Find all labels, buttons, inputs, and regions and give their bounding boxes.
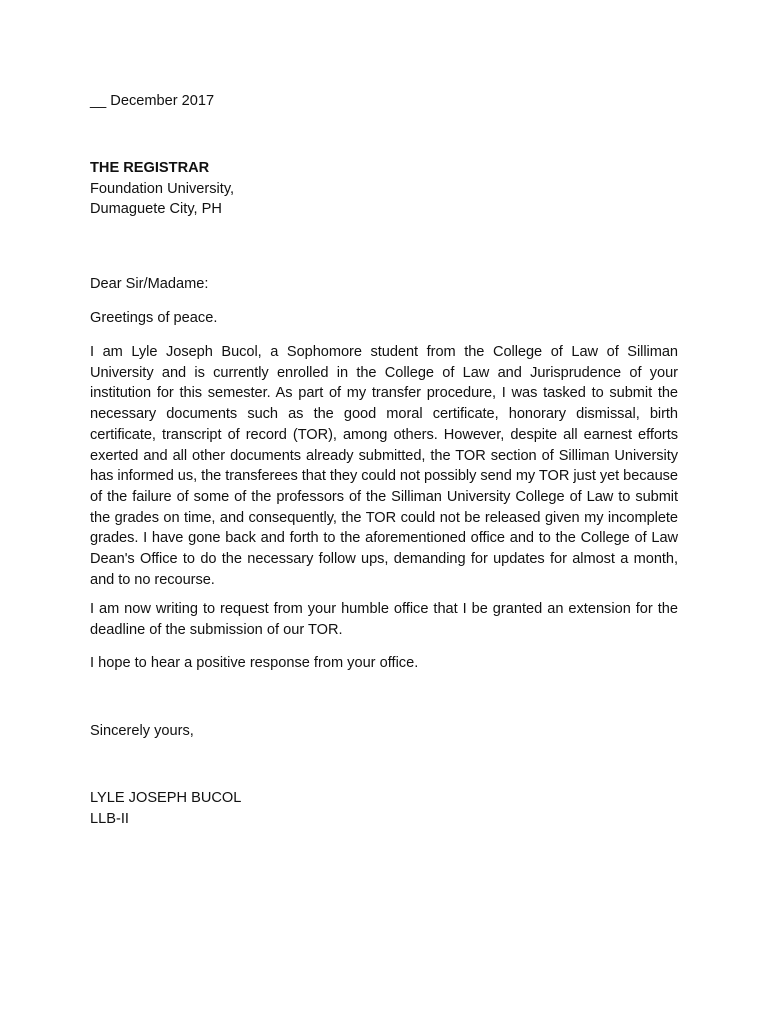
greeting: Greetings of peace. (90, 310, 218, 326)
signature-name: LYLE JOSEPH BUCOL (90, 790, 242, 806)
body-paragraph: I am now writing to request from your humble office that I be granted an extension for the deadline of the submission of our TOR. (90, 601, 678, 638)
signature-designation: LLB-II (90, 810, 129, 827)
recipient-title: THE REGISTRAR (90, 160, 210, 176)
body-paragraph: I am Lyle Joseph Bucol, a Sophomore student from the College of Law of Silliman University and is currently enrolled in the College of Law and Jurisprudence of your institution for this semester. As part of my transfer procedure, I was tasked to submit the necessary documents such as the good moral certificate, honorary dismissal, birth certificate, transcript of record (TOR), among others. However, despite all earnest efforts exerted and all other documents already submitted, the TOR section of Silliman University has informed us, the transferees that they could not possibly send my TOR just yet because of the failure of some of the professors of the Silliman University College of Law to submit the grades on time, and consequently, the TOR could not be released given my incomplete grades. I have gone back and forth to the aforementioned office and to the College of Law Dean's Office to do the necessary follow ups, demanding for updates for almost a month, and to no recourse. (90, 344, 678, 588)
recipient-block (90, 158, 234, 220)
body-paragraph: I hope to hear a positive response from your office. (90, 655, 419, 671)
salutation: Dear Sir/Madame: (90, 276, 209, 292)
closing: Sincerely yours, (90, 723, 194, 739)
letter-date: __ December 2017 (90, 93, 215, 109)
recipient-institution: Foundation University, (90, 180, 235, 197)
recipient-location: Dumaguete City, PH (90, 201, 222, 218)
signature-block (90, 788, 241, 829)
